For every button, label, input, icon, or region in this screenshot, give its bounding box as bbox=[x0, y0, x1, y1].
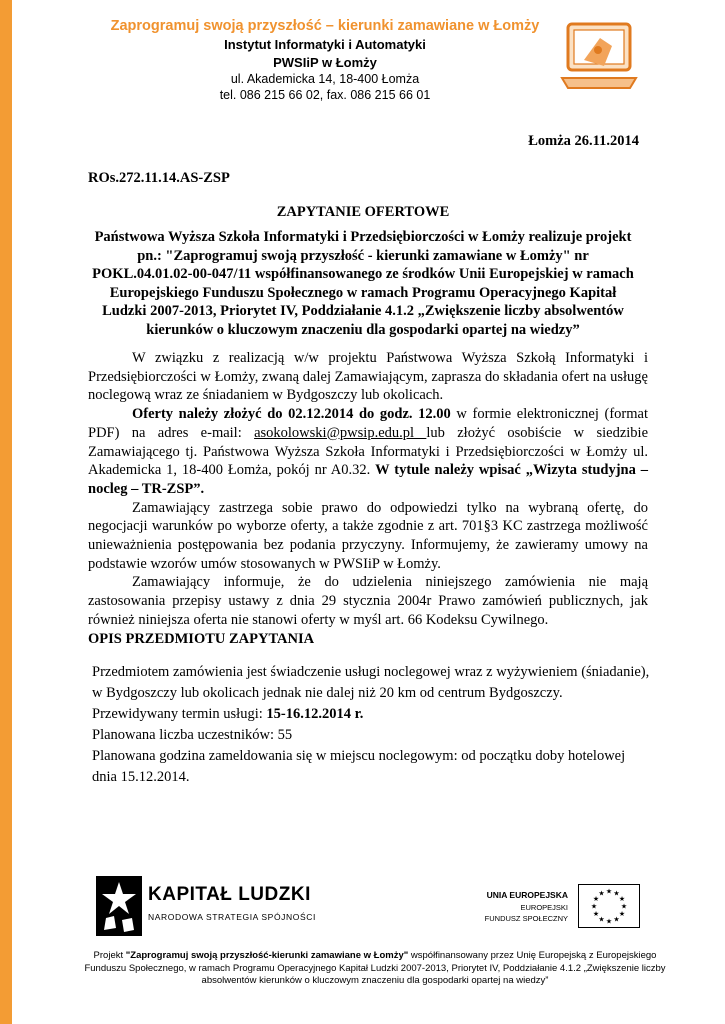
eu-star-icon: ★ bbox=[605, 887, 613, 896]
email-link[interactable]: asokolowski@pwsip.edu.pl bbox=[254, 424, 427, 441]
paragraph-reservations: Zamawiający zastrzega sobie prawo do odpowiedzi tylko na wybraną ofertę, do negocjacji warunków po wyborze oferty, a także zgodnie z art. 701§3 KC zastrzega możliwość unieważnienia postępowania bez podania przyczyny. Informujemy, że zawieramy umowy na podstawie wzorów umów stosowanych w PWSIiP w Łomży. bbox=[88, 499, 648, 572]
submission-address-text: lub złożyć osobiście w siedzibie Zamawiającego tj. Państwowa Wyższa Szkoła Informatyki i Przedsiębiorczości w Łomży ul. Akademicka 1, 18-400 Łomża, pokój nr A0.32. bbox=[88, 424, 649, 479]
eu-logo bbox=[470, 884, 640, 934]
reference-number: ROs.272.11.14.AS-ZSP bbox=[88, 170, 230, 186]
deadline-text: Oferty należy złożyć do 02.12.2014 do godz. 12.00 bbox=[132, 406, 451, 423]
header-address: ul. Akademicka 14, 18-400 Łomża bbox=[230, 72, 420, 86]
footer-project-name: "Zaprogramuj swoją przyszłość-kierunki zamawiane w Łomży" bbox=[125, 950, 409, 961]
eu-star-icon: ★ bbox=[592, 910, 600, 918]
orange-side-bar bbox=[0, 0, 12, 1024]
eu-subtitle-2: FUNDUSZ SPOŁECZNY bbox=[484, 914, 568, 923]
paragraph-invitation: W związku z realizacją w/w projektu Państwowa Wyższa Szkołą Informatyki i Przedsiębiorczości w Łomży, zwaną dalej Zamawiającym, zaprasza do składania ofert na usługę noclegową wraz ze śniadaniem w Bydgoszczy lub okolicach. bbox=[88, 350, 648, 404]
title-instruction: W tytule należy wpisać „Wizyta studyjna – nocleg – TR-ZSP”. bbox=[88, 462, 648, 497]
description-checkin: Planowana godzina zameldowania się w miejscu noclegowym: od początku doby hotelowej dnia 15.12.2014. bbox=[92, 748, 626, 785]
main-body bbox=[88, 349, 648, 630]
kl-subtitle: NARODOWA STRATEGIA SPÓJNOŚCI bbox=[148, 912, 316, 922]
eu-star-icon: ★ bbox=[592, 895, 600, 903]
header-title: Zaprogramuj swoją przyszłość – kierunki zamawiane w Łomży bbox=[110, 18, 540, 34]
description-scope: Przedmiotem zamówienia jest świadczenie usługi noclegowej wraz z wyżywieniem (śniadanie), w Bydgoszczy lub okolicach jednak nie dalej niż 20 km od centrum Bydgoszczy. bbox=[92, 664, 650, 701]
eu-star-icon: ★ bbox=[613, 889, 620, 898]
document-heading: ZAPYTANIE OFERTOWE bbox=[276, 204, 450, 220]
eu-star-icon: ★ bbox=[618, 895, 626, 903]
laptop-logo-icon bbox=[560, 14, 640, 104]
kapital-ludzki-logo bbox=[96, 876, 346, 936]
eu-star-icon: ★ bbox=[590, 902, 598, 911]
term-value: 15-16.12.2014 r. bbox=[266, 706, 364, 722]
document-date: Łomża 26.11.2014 bbox=[528, 133, 639, 149]
footer-text: współfinansowany przez Unię Europejską z Europejskiego Funduszu Społecznego, w ramach Programu Operacyjnego Kapitał Ludzki 2007-2013, Priorytet IV, Poddziałanie 4.1.2 „Zwiększenie liczby absolwentów kierunków o kluczowym znaczeniu dla gospodarki opartej na wiedzy” bbox=[84, 950, 666, 986]
eu-star-icon: ★ bbox=[613, 915, 620, 924]
eu-title: UNIA EUROPEJSKA bbox=[486, 890, 568, 900]
project-intro: Państwowa Wyższa Szkoła Informatyki i Przedsiębiorczości w Łomży realizuje projekt pn.: "Zaprogramuj swoją przyszłość - kierunki zamawiane w Łomży" nr POKL.04.01.02-00-047/11 współfinansowanego ze środków Unii Europejskiej w ramach Europejskiego Funduszu Społecznego w ramach Programu Operacyjnego Kapitał Ludzki 2007-2013, Priorytet IV, Poddziałanie 4.1.2 „Zwiększenie liczby absolwentów kierunków o kluczowym znaczeniu dla gospodarki opartej na wiedzy” bbox=[92, 229, 634, 338]
header-institute: Instytut Informatyki i Automatyki bbox=[224, 37, 426, 52]
description-block bbox=[92, 662, 652, 788]
eu-flag-icon bbox=[578, 884, 640, 928]
eu-star-icon: ★ bbox=[605, 917, 613, 926]
eu-star-icon: ★ bbox=[618, 910, 626, 918]
paragraph-legal: Zamawiający informuje, że do udzielenia niniejszego zamówienia nie mają zastosowania przepisy ustawy z dnia 29 stycznia 2004r Prawo zamówień publicznych, jak również niniejsza oferta nie stanowi oferty w myśl art. 66 Kodeksu Cywilnego. bbox=[88, 574, 648, 628]
eu-subtitle-1: EUROPEJSKI bbox=[520, 903, 568, 912]
deadline-format-text: w formie elektronicznej (format PDF) na adres e-mail: bbox=[88, 406, 648, 441]
footer-prefix: Projekt bbox=[93, 950, 126, 961]
term-label: Przewidywany termin usługi: bbox=[92, 706, 267, 722]
paragraph-deadline bbox=[88, 405, 648, 499]
description-term bbox=[92, 704, 652, 725]
section-heading: OPIS PRZEDMIOTU ZAPYTANIA bbox=[88, 631, 315, 647]
footer-note bbox=[80, 950, 670, 988]
eu-star-icon: ★ bbox=[620, 902, 628, 911]
header-phone: tel. 086 215 66 02, fax. 086 215 66 01 bbox=[219, 88, 431, 102]
description-participants: Planowana liczba uczestników: 55 bbox=[92, 727, 293, 743]
kl-title: KAPITAŁ LUDZKI bbox=[148, 884, 311, 905]
eu-star-icon: ★ bbox=[598, 889, 605, 898]
header-school: PWSIiP w Łomży bbox=[273, 55, 377, 70]
kapital-ludzki-emblem-icon bbox=[96, 876, 142, 936]
eu-star-icon: ★ bbox=[598, 915, 605, 924]
